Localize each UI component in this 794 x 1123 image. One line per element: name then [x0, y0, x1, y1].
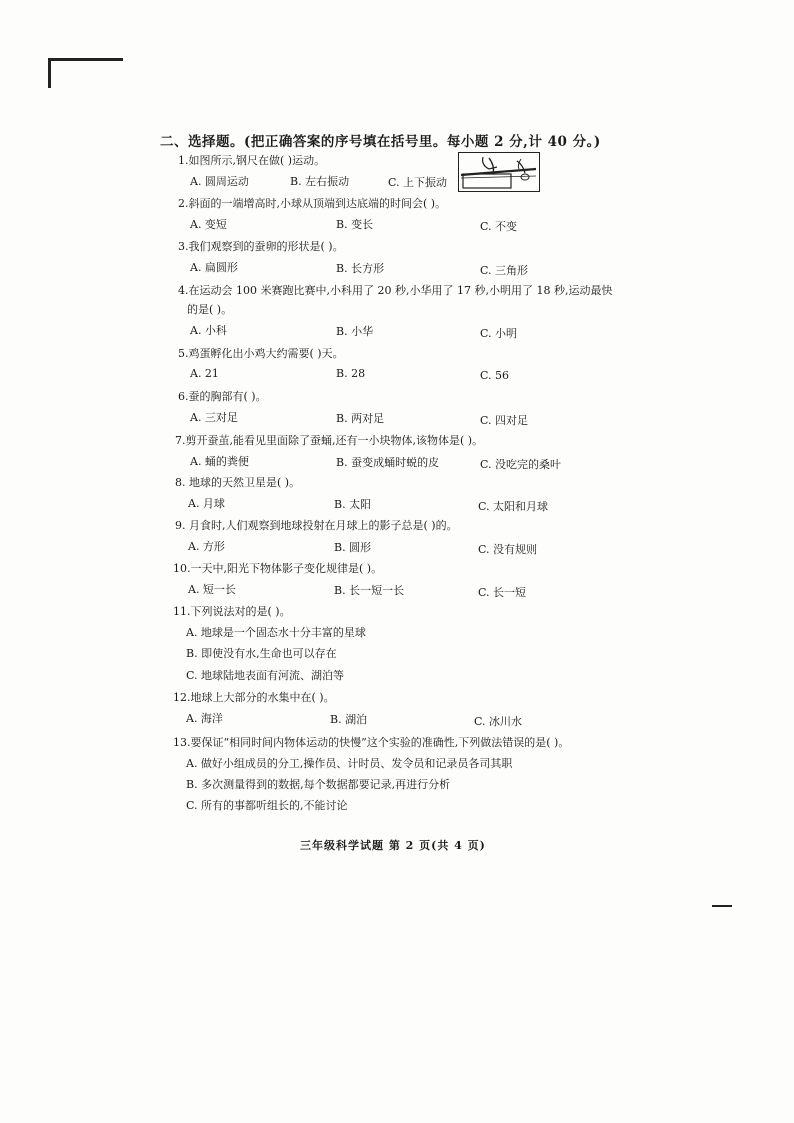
- corner-mark: [48, 58, 123, 61]
- ruler-vibration-figure-icon: [458, 152, 540, 192]
- option: B. 即使没有水,生命也可以存在: [186, 647, 337, 660]
- option: C. 三角形: [480, 264, 529, 277]
- option: A. 海洋: [186, 712, 223, 725]
- option: B. 多次测量得到的数据,每个数据都要记录,再进行分析: [186, 778, 451, 791]
- option: B. 太阳: [334, 498, 372, 511]
- section-title: 二、选择题。(把正确答案的序号填在括号里。每小题 2 分,计 40 分。): [160, 134, 601, 150]
- option: A. 21: [190, 367, 219, 380]
- option: A. 蛹的粪便: [190, 455, 249, 468]
- option: C. 冰川水: [474, 715, 523, 728]
- option: A. 短一长: [188, 583, 236, 596]
- option: C. 地球陆地表面有河流、湖泊等: [186, 669, 345, 682]
- option: C. 长一短: [478, 586, 527, 599]
- option: B. 湖泊: [330, 713, 368, 726]
- option: B. 蚕变成蛹时蜕的皮: [336, 456, 440, 469]
- option: C. 上下振动: [388, 176, 448, 189]
- option: A. 扁圆形: [190, 261, 238, 274]
- question-stem: 13.要保证“相同时间内物体运动的快慢”这个实验的准确性,下列做法错误的是( )。: [173, 736, 570, 749]
- option: B. 28: [336, 367, 366, 380]
- option: B. 左右振动: [290, 175, 350, 188]
- option: A. 小科: [190, 324, 227, 337]
- question-stem: 10.一天中,阳光下物体影子变化规律是( )。: [173, 562, 383, 575]
- option: C. 四对足: [480, 414, 529, 427]
- question-stem: 12.地球上大部分的水集中在( )。: [173, 691, 335, 704]
- option: A. 三对足: [190, 411, 238, 424]
- option: B. 变长: [336, 218, 374, 231]
- option: C. 所有的事都听组长的,不能讨论: [186, 799, 348, 812]
- option: C. 太阳和月球: [478, 500, 549, 513]
- option: B. 圆形: [334, 541, 372, 554]
- question-stem: 1.如图所示,钢尺在做( )运动。: [178, 154, 326, 167]
- question-stem: 9. 月食时,人们观察到地球投射在月球上的影子总是( )的。: [175, 519, 458, 532]
- question-stem: 5.鸡蛋孵化出小鸡大约需要( )天。: [178, 347, 344, 360]
- option: A. 变短: [190, 218, 227, 231]
- option: B. 两对足: [336, 412, 385, 425]
- option: B. 长一短一长: [334, 584, 405, 597]
- option: A. 做好小组成员的分工,操作员、计时员、发令员和记录员各司其职: [186, 757, 513, 770]
- question-stem: 2.斜面的一端增高时,小球从顶端到达底端的时间会( )。: [178, 197, 447, 210]
- option: A. 地球是一个固态水十分丰富的星球: [186, 626, 366, 639]
- question-stem-continued: 的是( )。: [187, 303, 233, 316]
- question-stem: 11.下列说法对的是( )。: [173, 605, 291, 618]
- option: A. 圆周运动: [190, 175, 249, 188]
- option: C. 小明: [480, 327, 518, 340]
- corner-mark: [48, 58, 51, 88]
- option: B. 小华: [336, 325, 374, 338]
- question-stem: 7.剪开蚕茧,能看见里面除了蚕蛹,还有一小块物体,该物体是( )。: [175, 434, 484, 447]
- question-stem: 4.在运动会 100 米赛跑比赛中,小科用了 20 秒,小华用了 17 秒,小明用了 18 秒,运动最快: [178, 284, 613, 297]
- option: C. 没吃完的桑叶: [480, 458, 562, 471]
- corner-mark: [712, 905, 732, 907]
- question-stem: 8. 地球的天然卫星是( )。: [175, 476, 301, 489]
- option: C. 没有规则: [478, 543, 538, 556]
- option: A. 方形: [188, 540, 225, 553]
- option: B. 长方形: [336, 262, 385, 275]
- page-footer: 三年级科学试题 第 2 页(共 4 页): [300, 839, 486, 852]
- question-stem: 3.我们观察到的蚕卵的形状是( )。: [178, 240, 344, 253]
- question-stem: 6.蚕的胸部有( )。: [178, 390, 267, 403]
- option: C. 不变: [480, 220, 518, 233]
- option: C. 56: [480, 369, 510, 382]
- option: A. 月球: [188, 497, 225, 510]
